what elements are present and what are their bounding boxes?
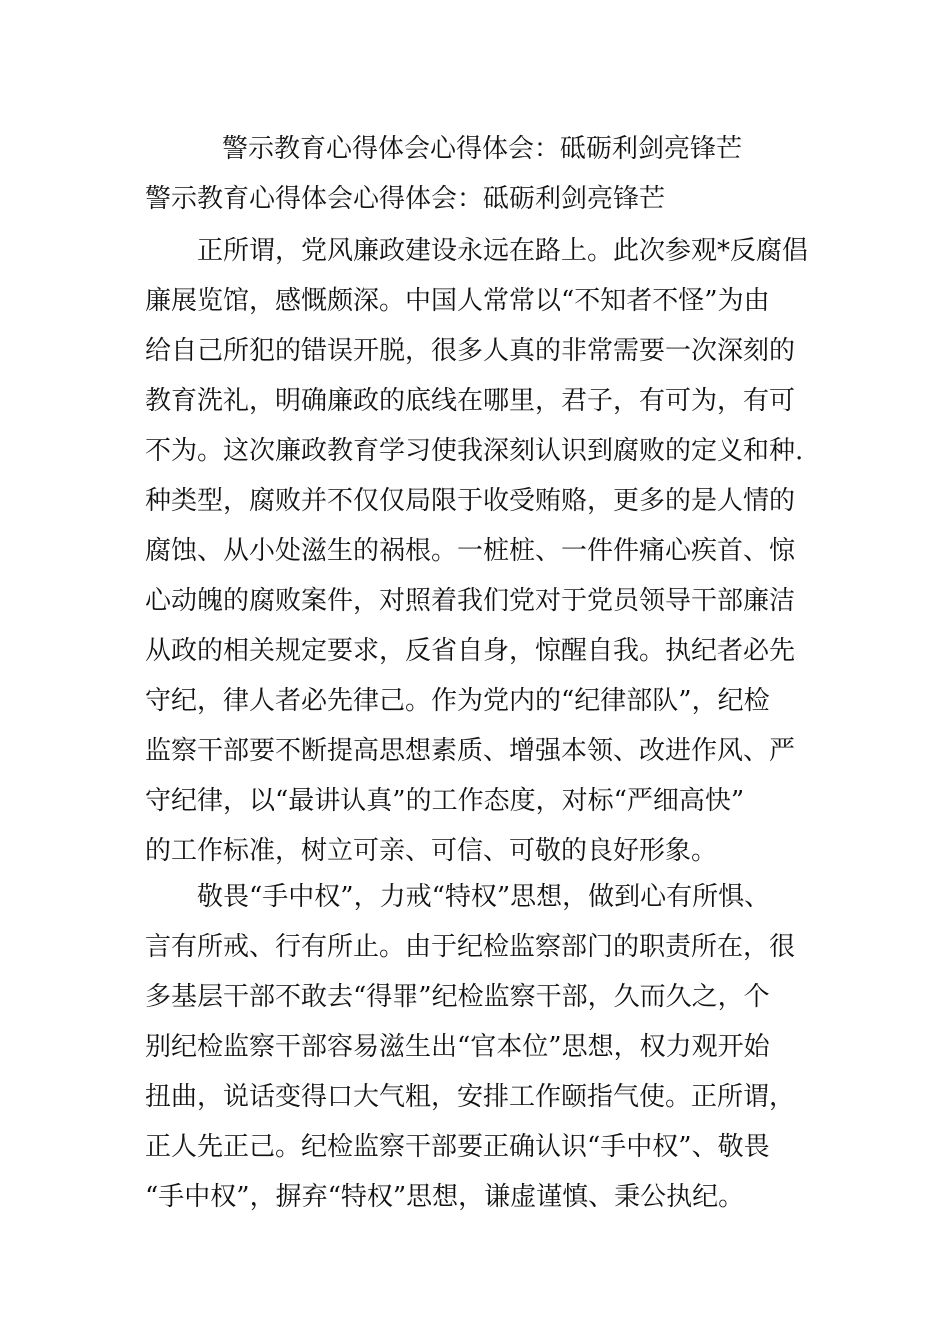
paragraph-line: 种类型，腐败并不仅仅局限于收受贿赂，更多的是人情的 <box>145 486 796 516</box>
paragraph-line: “手中权”，摒弃“特权”思想，谦虚谨慎、秉公执纪。 <box>145 1182 745 1212</box>
paragraph-line: 的工作标准，树立可亲、可信、可敬的良好形象。 <box>145 836 718 866</box>
paragraph-line: 监察干部要不断提高思想素质、增强本领、改进作风、严 <box>145 736 796 766</box>
paragraph-line: 守纪，律人者必先律己。作为党内的“纪律部队”，纪检 <box>145 686 770 716</box>
paragraph-line: 言有所戒、行有所止。由于纪检监察部门的职责所在，很 <box>145 932 796 962</box>
paragraph-line: 守纪律，以“最讲认真”的工作态度，对标“严细高快” <box>145 786 745 816</box>
document-subtitle: 警示教育心得体会心得体会：砥砺利剑亮锋芒 <box>145 184 666 214</box>
document-title: 警示教育心得体会心得体会：砥砺利剑亮锋芒 <box>222 134 743 164</box>
paragraph-line: 廉展览馆，感慨颇深。中国人常常以“不知者不怪”为由 <box>145 286 770 316</box>
paragraph-line: 教育洗礼，明确廉政的底线在哪里，君子，有可为，有可 <box>145 386 796 416</box>
paragraph-line: 正人先正己。纪检监察干部要正确认识“手中权”、敬畏 <box>145 1132 770 1162</box>
paragraph-line: 正所谓，党风廉政建设永远在路上。此次参观*反腐倡 <box>145 236 809 266</box>
paragraph-line: 腐蚀、从小处滋生的祸根。一桩桩、一件件痛心疾首、惊 <box>145 536 796 566</box>
paragraph-1 <box>145 226 815 876</box>
paragraph-2 <box>145 872 815 1222</box>
paragraph-line: 从政的相关规定要求，反省自身，惊醒自我。执纪者必先 <box>145 636 796 666</box>
paragraph-line: 多基层干部不敢去“得罪”纪检监察干部，久而久之，个 <box>145 982 770 1012</box>
paragraph-line: 心动魄的腐败案件，对照着我们党对于党员领导干部廉洁 <box>145 586 796 616</box>
paragraph-line: 不为。这次廉政教育学习使我深刻认识到腐败的定义和种. <box>145 436 804 466</box>
paragraph-line: 扭曲，说话变得口大气粗，安排工作颐指气使。正所谓， <box>145 1082 796 1112</box>
paragraph-line: 敬畏“手中权”，力戒“特权”思想，做到心有所惧、 <box>145 882 771 912</box>
paragraph-line: 别纪检监察干部容易滋生出“官本位”思想，权力观开始 <box>145 1032 770 1062</box>
paragraph-line: 给自己所犯的错误开脱，很多人真的非常需要一次深刻的 <box>145 336 796 366</box>
